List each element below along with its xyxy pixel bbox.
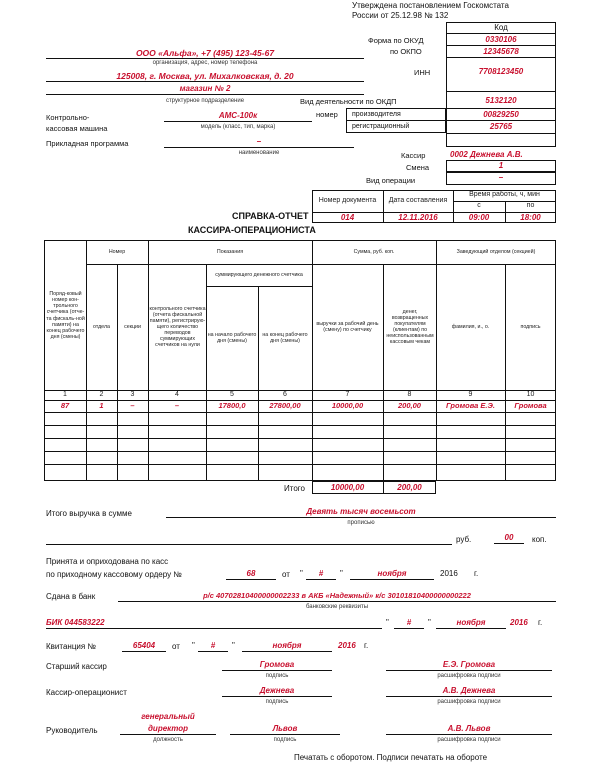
to-label: по [526,202,535,210]
manufacturer-value: 00829250 [483,110,519,119]
okud-value: 0330106 [485,35,517,44]
accepted-line-2: по приходному кассовому ордеру № [46,570,182,579]
col-number: 6 [283,390,287,398]
bank-label: Сдана в банк [46,592,96,601]
kkm-label-1: Контрольно- [46,113,90,122]
row-cell-department: 1 [99,400,104,410]
total-revenue: 10000,00 [330,483,365,492]
operator-name: А.В. Дежнева [442,686,496,695]
senior-name: Е.Э. Громова [442,660,496,669]
title-line-1: СПРАВКА-ОТЧЕТ [232,211,309,221]
manager-label: Руководитель [46,726,98,735]
app-value: – [256,137,262,146]
approval-line-2: России от 25.12.98 № 132 [352,11,449,20]
receipt-month: ноября [272,641,302,650]
operation-value: – [498,173,504,182]
senior-cashier-label: Старший кассир [46,662,107,671]
manager-position-1: генеральный [141,712,195,721]
print-note: Печатать с оборотом. Подписи печатать на обороте [294,753,488,762]
accepted-line-1: Принята и оприходована по касс [46,557,169,566]
header-sum: Сумма, руб. коп. [353,249,395,256]
inn-value: 7708123450 [478,67,524,76]
total-returned: 200,00 [397,483,422,492]
rub-label: руб. [456,535,472,544]
senior-sign: Громова [259,660,295,669]
from-value: 09:00 [468,213,490,222]
header-control: контрольного счетчика (отчета фискальной памяти), регистрирую-щего количество переводов суммирующих счетчиков на нули [149,305,206,349]
okud-label: Форма по ОКУД [368,36,424,45]
registration-label: регистрационный [352,123,410,130]
bik-year: 2016 [510,618,528,627]
row-cell-seq: 87 [60,400,70,410]
cashier-label: Кассир [401,151,426,160]
header-dept-head: Заведующий отделом (секцией) [456,249,536,256]
header-summing: суммирующего денежного счетчика [215,271,303,278]
docnum-value: 014 [340,213,355,222]
words-caption: прописью [347,520,375,526]
col-number: 1 [63,390,67,398]
code-label: Код [494,23,508,32]
header-section: секции [124,323,141,330]
manufacturer-label: производителя [352,111,401,118]
org-name: ООО «Альфа», +7 (495) 123-45-67 [135,48,275,58]
col-number: 4 [175,390,179,398]
bank-caption: банковские реквизиты [305,604,369,610]
header-department: отдела [93,323,110,330]
operator-sign: Дежнева [259,686,295,695]
receipt-year: 2016 [338,641,356,650]
manager-position-2: директор [147,724,188,733]
operation-label: Вид операции [366,176,416,185]
header-returned: денег, возвращенных покупателям (клиентам) по неиспользованным кассовым чекам [386,308,434,346]
total-label: Итого [284,484,305,493]
col-number: 3 [130,390,135,398]
okpo-label: по ОКПО [390,47,422,56]
col-number: 10 [526,390,535,398]
header-end: на конец рабочего дня (смены) [262,331,308,344]
kop-label: коп. [532,535,547,544]
bik-month: ноября [456,618,486,627]
header-seq: Поряд-ковый номер кон-трольного счетчика (отче-та фискаль-ной памяти) на конец рабочего дня (смены) [46,291,85,340]
okpo-value: 12345678 [483,47,519,56]
row-cell-start: 17800,0 [218,400,246,410]
receipt-label: Квитанция № [46,642,97,651]
receipt-number: 65404 [132,641,156,650]
org-address: 125008, г. Москва, ул. Михалковская, д. 20 [116,71,294,81]
okdp-value: 5132120 [485,96,517,105]
col-number: 9 [468,390,473,398]
number-label: номер [316,110,338,119]
date-label: Дата составления [388,196,448,204]
subdivision-value: магазин № 2 [179,84,231,93]
bik-value: БИК 044583222 [46,618,105,627]
row-cell-returned: 200,00 [398,400,421,410]
row-cell-section: – [130,400,135,410]
col-number: 7 [345,390,350,398]
to-value: 18:00 [520,213,541,222]
app-label: Прикладная программа [46,139,129,148]
approval-line-1: Утверждена постановлением Госкомстата [352,1,509,10]
total-words-label: Итого выручка в сумме [46,509,132,518]
org-caption: организация, адрес, номер телефона [152,60,258,66]
from-word: от [282,570,290,579]
order-day: # [318,569,324,578]
manager-sign: Львов [272,724,298,733]
inn-label: ИНН [414,68,431,77]
okdp-label: Вид деятельности по ОКДП [300,97,397,106]
header-readings: Показания [216,249,244,256]
header-number: Номер [108,249,126,256]
worktime-label: Время работы, ч, мин [469,191,540,199]
header-start: на начало рабочего дня (смены) [207,331,257,344]
cashier-value: 0002 Дежнева А.В. [450,150,523,159]
order-number: 68 [246,569,256,578]
row-cell-end: 27800,00 [269,400,301,410]
header-revenue: выручки за рабочий день (смену) по счетчику [316,320,379,333]
operator-label: Кассир-операционист [46,688,127,697]
shift-label: Смена [406,163,430,172]
docnum-label: Номер документа [318,196,377,204]
col-number: 2 [99,390,104,398]
row-cell-surname: Громова Е.Э. [446,400,495,410]
app-caption: наименование [238,150,280,156]
from-label: с [477,202,481,210]
row-cell-signature: Громова [514,400,547,410]
manager-name: А.В. Львов [447,724,491,733]
total-words-value: Девять тысяч восемьсот [306,507,416,516]
order-year: 2016 [440,569,458,578]
header-signature: подпись [520,323,541,330]
col-number: 5 [230,390,234,398]
bik-day: # [406,618,412,627]
kkm-model: АМС-100к [218,111,258,120]
date-value: 12.11.2016 [398,213,438,222]
header-surname: фамилия, и., о. [451,323,490,330]
subdivision-caption: структурное подразделение [165,98,245,104]
registration-value: 25765 [489,122,513,131]
kop-value: 00 [504,533,514,542]
row-cell-revenue: 10000,00 [331,400,364,410]
order-year-suffix: г. [474,569,479,578]
bank-value: р/с 40702810400000002233 в АКБ «Надежный» к/с 30101810400000000222 [203,591,471,600]
receipt-day: # [210,641,216,650]
kkm-caption: модель (класс, тип, марка) [200,124,276,130]
kkm-label-2: кассовая машина [46,124,108,133]
col-number: 8 [407,390,412,398]
row-cell-control: – [174,400,180,410]
shift-value: 1 [498,161,504,170]
title-line-2: КАССИРА-ОПЕРАЦИОНИСТА [188,225,316,235]
order-month: ноября [377,569,407,578]
